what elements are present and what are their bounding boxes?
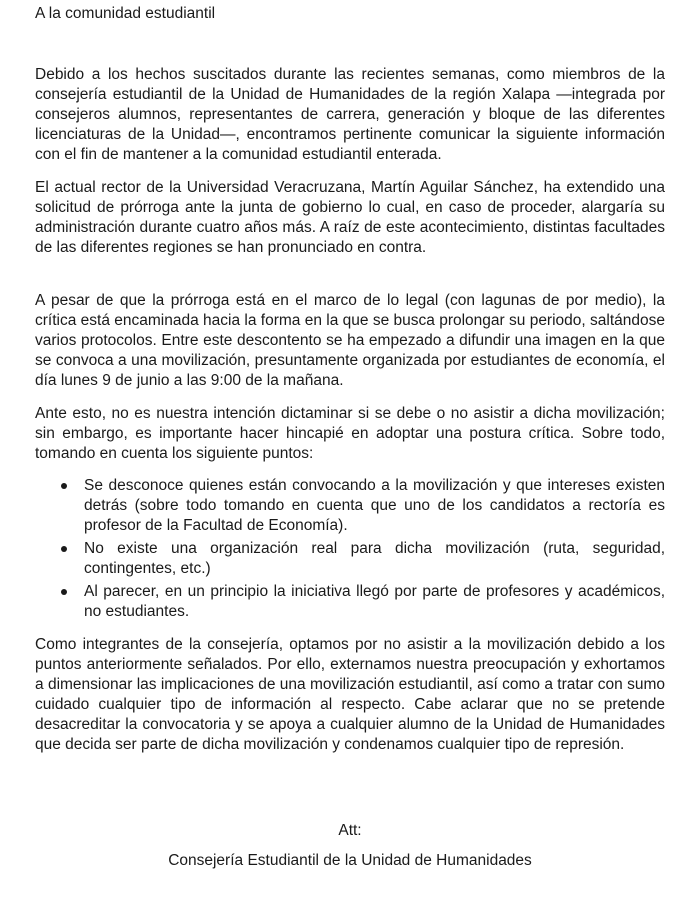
paragraph-closing: Como integrantes de la consejería, optamos por no asistir a la movilización debido a los puntos anteriormente señalados. Por ello, externamos nuestra preocupación y exhortamos a dimensionar las implicaciones de una movilización estudiantil, así como a tratar con sumo cuidado cualquier tipo de información al respecto. Cabe aclarar que no se pretende desacreditar la convocatoria y se apoya a cualquier alumno de la Unidad de Humanidades que decida ser parte de dicha movilización y condenamos cualquier tipo de represión. — [35, 636, 665, 753]
paragraph-rector: El actual rector de la Universidad Veracruzana, Martín Aguilar Sánchez, ha extendido una solicitud de prórroga ante la junta de gobierno lo cual, en caso de proceder, alargaría su administración durante cuatro años más. A raíz de este acontecimiento, distintas facultades de las diferentes regiones se han pronunciado en contra. — [35, 179, 665, 256]
points-list — [35, 476, 665, 625]
list-item — [35, 539, 665, 579]
paragraph-prorroga: A pesar de que la prórroga está en el marco de lo legal (con lagunas de por medio), la crítica está encaminada hacia la forma en la que se busca prolongar su periodo, saltándose varios protocolos. Entre este descontento se ha empezado a difundir una imagen en la que se convoca a una movilización, presuntamente organizada por estudiantes de economía, el día lunes 9 de junio a las 9:00 de la mañana. — [35, 292, 665, 389]
paragraph-postura: Ante esto, no es nuestra intención dictaminar si se debe o no asistir a dicha movilización; sin embargo, es importante hacer hincapié en adoptar una postura crítica. Sobre todo, tomando en cuenta los siguiente puntos: — [35, 405, 665, 462]
list-item-text: Al parecer, en un principio la iniciativa llegó por parte de profesores y académicos, no estudiantes. — [84, 583, 665, 620]
signature: Consejería Estudiantil de la Unidad de Humanidades — [168, 852, 532, 869]
list-item-text: No existe una organización real para dicha movilización (ruta, seguridad, contingentes, etc.) — [84, 540, 665, 577]
list-item-text: Se desconoce quienes están convocando a la movilización y que intereses existen detrás (sobre todo tomando en cuenta que uno de los candidatos a rectoría es profesor de la Facultad de Economía). — [84, 477, 665, 534]
list-item — [35, 582, 665, 622]
salutation: A la comunidad estudiantil — [35, 5, 216, 22]
list-item — [35, 476, 665, 536]
bullet-icon — [61, 589, 67, 595]
paragraph-intro: Debido a los hechos suscitados durante las recientes semanas, como miembros de la consejería estudiantil de la Unidad de Humanidades de la región Xalapa —integrada por consejeros alumnos, representantes de carrera, generación y bloque de las diferentes licenciaturas de la Unidad—, encontramos pertinente comunicar la siguiente información con el fin de mantener a la comunidad estudiantil enterada. — [35, 66, 665, 163]
bullet-icon — [61, 483, 67, 489]
bullet-icon — [61, 546, 67, 552]
att-label: Att: — [338, 822, 362, 839]
